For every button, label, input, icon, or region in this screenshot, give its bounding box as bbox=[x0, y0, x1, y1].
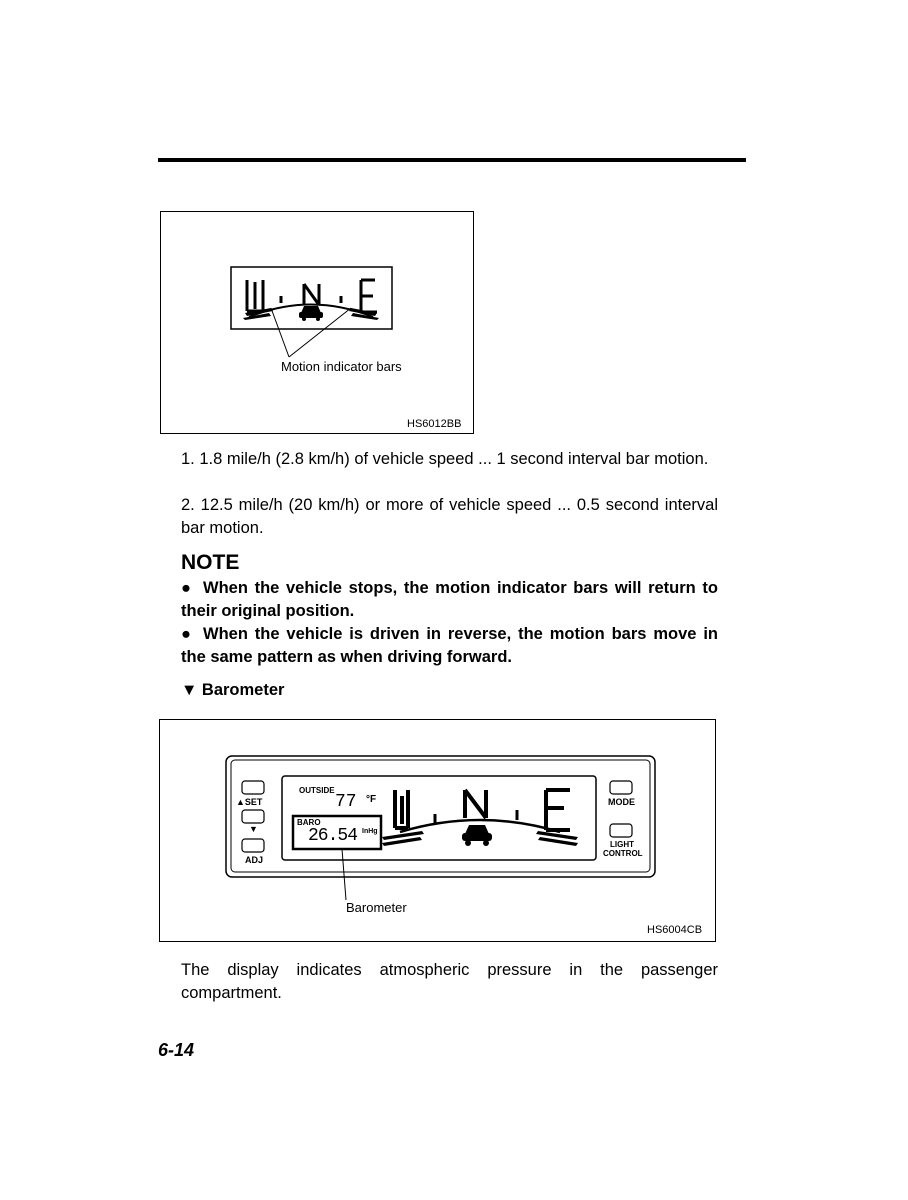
header-rule bbox=[158, 158, 746, 162]
compass-letter-w bbox=[247, 280, 263, 311]
mode-button bbox=[610, 781, 632, 794]
light-control-button bbox=[610, 824, 632, 837]
bullet-icon: ● bbox=[181, 579, 191, 597]
compass-letter-e bbox=[546, 790, 570, 830]
barometer-description: The display indicates atmospheric pressure in the passenger compartment. bbox=[181, 961, 718, 1002]
section-heading-barometer: ▼ Barometer bbox=[181, 681, 285, 699]
temp-unit: °F bbox=[366, 794, 377, 805]
motion-bars-callout: Motion indicator bars bbox=[281, 359, 402, 374]
light-label: LIGHT bbox=[610, 840, 634, 849]
car-icon bbox=[462, 825, 492, 846]
note-bullet-text: When the vehicle stops, the motion indicator bars will return to their original position. bbox=[181, 579, 718, 620]
down-button bbox=[242, 810, 264, 823]
baro-unit: InHg bbox=[362, 828, 378, 835]
up-arrow-icon: ▲ bbox=[236, 797, 245, 807]
set-button bbox=[242, 781, 264, 794]
figure-code: HS6012BB bbox=[407, 418, 462, 430]
control-label: CONTROL bbox=[603, 849, 643, 858]
note-bullet-1 bbox=[181, 577, 718, 623]
car-icon bbox=[299, 306, 323, 321]
note-title: NOTE bbox=[181, 551, 240, 574]
bullet-icon: ● bbox=[181, 625, 191, 643]
compass-letter-n bbox=[304, 284, 319, 305]
compass-letter-n bbox=[465, 790, 486, 818]
compass-letter-w bbox=[395, 790, 408, 828]
information-display-illustration bbox=[160, 720, 717, 943]
speed-item-2: 2. 12.5 mile/h (20 km/h) or more of vehicle speed ... 0.5 second interval bar motion. bbox=[181, 496, 718, 537]
baro-value: 26.54 bbox=[308, 826, 358, 846]
set-label: ▲SET bbox=[236, 797, 263, 807]
compass-display-illustration bbox=[161, 212, 475, 435]
adj-label: ADJ bbox=[245, 855, 264, 865]
speed-item-1: 1. 1.8 mile/h (2.8 km/h) of vehicle speed ... 1 second interval bar motion. bbox=[181, 450, 709, 468]
mode-label: MODE bbox=[608, 797, 635, 807]
barometer-callout: Barometer bbox=[346, 900, 407, 915]
outside-temp-value: 77 bbox=[335, 792, 357, 812]
adj-button bbox=[242, 839, 264, 852]
page-number: 6-14 bbox=[158, 1040, 195, 1060]
note-bullet-text: When the vehicle is driven in reverse, the motion bars move in the same pattern as when driving forward. bbox=[181, 625, 718, 666]
note-bullet-2 bbox=[181, 623, 718, 669]
figure-code: HS6004CB bbox=[647, 924, 703, 936]
compass-letter-e bbox=[361, 280, 377, 312]
figure-barometer bbox=[159, 719, 716, 942]
figure-motion-indicator bbox=[160, 211, 474, 434]
outside-label: OUTSIDE bbox=[299, 786, 335, 795]
down-arrow-icon: ▼ bbox=[249, 824, 258, 834]
baro-label: BARO bbox=[297, 818, 321, 827]
